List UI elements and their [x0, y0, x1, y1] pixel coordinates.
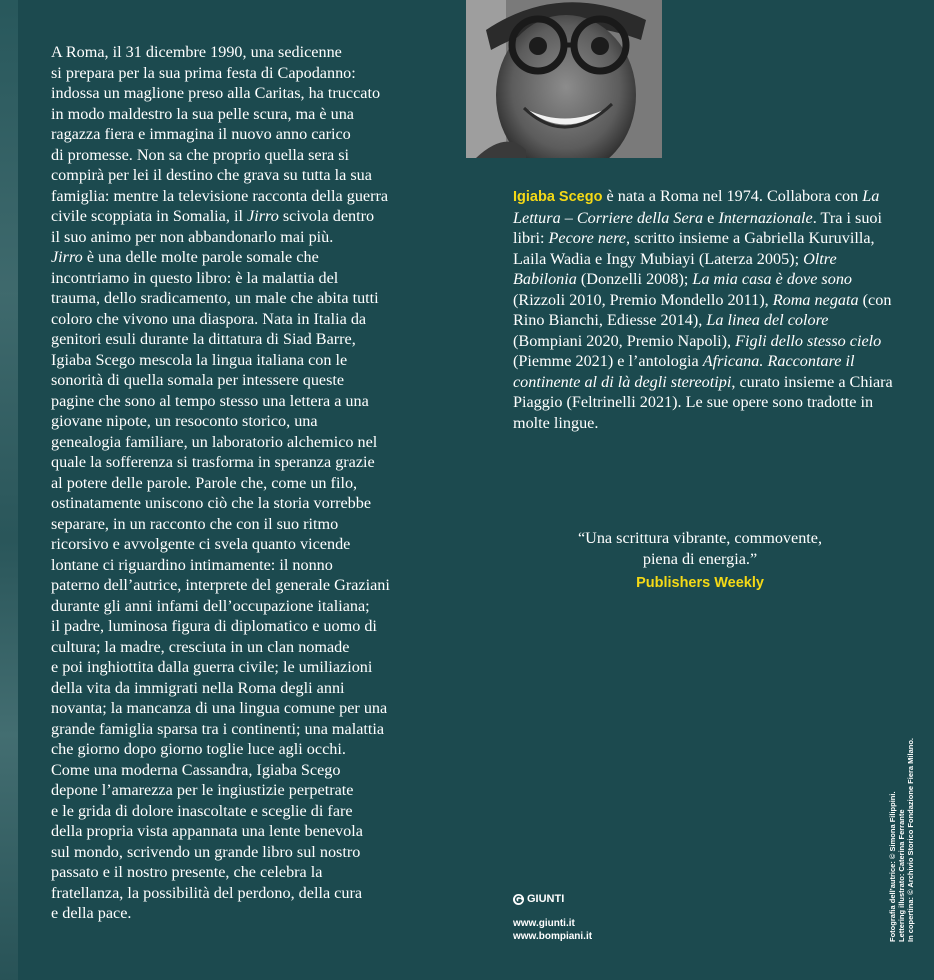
bio-segment: (Rizzoli 2010, Premio Mondello 2011), [513, 290, 773, 309]
bio-segment: , scritto insieme a Gabriella Kuruvilla, Laila Wadia e Ingy Mubiayi (Laterza 2005); [513, 229, 875, 268]
author-name: Igiaba Scego [513, 189, 603, 205]
synopsis-line: Come una moderna Cassandra, Igiaba Scego [51, 760, 341, 779]
synopsis-line: ricorsivo e avvolgente ci svela quanto vicende [51, 535, 351, 553]
synopsis-line: separare, in un racconto che con il suo ritmo [51, 514, 339, 533]
bio-segment: Africana. Raccontare il continente al di là degli stereotipi [513, 352, 855, 391]
synopsis-line: il padre, luminosa figura di diplomatico e uomo di [51, 617, 377, 635]
bio-segment: Roma negata [772, 290, 859, 309]
bio-segment: Figli dello stesso cielo [735, 331, 882, 350]
synopsis-text [51, 42, 431, 924]
synopsis-line: incontriamo in questo libro: è la malattia del [51, 268, 339, 287]
synopsis-line: civile scoppiata in Somalia, il Jirro scivola dentro [51, 207, 375, 225]
bio-segment: , curato insieme a Chiara Piaggio (Feltrinelli 2021). Le sue opere sono tradotte in molte lingue. [513, 372, 893, 432]
synopsis-line: giovane nipote, un resoconto storico, una [51, 412, 318, 430]
synopsis-line: che giorno dopo giorno toglie luce agli occhi. [51, 740, 346, 758]
synopsis-line: ragazza fiera e immagina il nuovo anno carico [51, 125, 351, 143]
synopsis-line: ostinatamente uniscono ciò che la storia vorrebbe [51, 494, 372, 512]
synopsis-line: lontane ci riguardino intimamente: il nonno [51, 555, 333, 574]
credit-line: Fotografia dell’autrice: © Simona Filippini. [888, 791, 897, 942]
bio-segment: La linea del colore [706, 311, 829, 329]
synopsis-line: genitori esuli durante la dittatura di Siad Barre, [51, 330, 356, 348]
bio-segment: Oltre Babilonia [513, 249, 837, 288]
giunti-mark-icon [513, 894, 524, 905]
synopsis-line: e le grida di dolore inascoltate e sceglie di fare [51, 801, 353, 820]
credit-line: Lettering illustrato: Caterina Ferrante [897, 809, 906, 942]
quote-source: Publishers Weekly [636, 575, 764, 591]
synopsis-line: e poi inghiottita dalla guerra civile; le umiliazioni [51, 658, 373, 676]
synopsis-line: sonorità di quella somala per intessere queste [51, 371, 345, 389]
synopsis-line: Jirro è una delle molte parole somale che [51, 248, 319, 266]
bio-segment: . Tra i suoi libri: [513, 208, 883, 247]
synopsis-line: della vita da immigrati nella Roma degli anni [51, 678, 345, 697]
synopsis-line: si prepara per la sua prima festa di Capodanno: [51, 63, 356, 82]
bio-segment: La Lettura – Corriere della Sera [513, 187, 880, 227]
quote-line: “Una scrittura vibrante, commovente, [577, 529, 823, 547]
synopsis-line: famiglia: mentre la televisione racconta della guerra [51, 186, 389, 205]
bio-segment: (Bompiani 2020, Premio Napoli), [513, 331, 736, 350]
synopsis-line: durante gli anni infami dell’occupazione italiana; [51, 596, 370, 615]
bio-segment: La mia casa è dove sono [692, 270, 853, 288]
publisher-block [513, 893, 592, 943]
bio-segment: (con Rino Bianchi, Ediesse 2014), [513, 290, 892, 329]
synopsis-line: trauma, dello sradicamento, un male che abita tutti [51, 289, 379, 307]
synopsis-line: A Roma, il 31 dicembre 1990, una sedicenne [51, 43, 342, 61]
synopsis-line: della propria vista appannata una lente benevola [51, 822, 363, 840]
synopsis-line: e della pace. [51, 904, 132, 922]
credit-line: In copertina: © Archivio Storico Fondazione Fiera Milano. [906, 737, 915, 942]
quote-line: piena di energia.” [642, 549, 758, 568]
bio-segment: e [703, 208, 719, 227]
synopsis-line: pagine che sono al tempo stesso una lettera a una [51, 391, 369, 410]
synopsis-line: Igiaba Scego mescola la lingua italiana con le [51, 350, 348, 369]
review-quote [513, 528, 887, 594]
synopsis-line: sul mondo, scrivendo un grande libro sul nostro [51, 842, 361, 861]
author-bio [513, 186, 893, 433]
cover-edge-strip [0, 0, 18, 980]
synopsis-line: novanta; la mancanza di una lingua comune per una [51, 699, 388, 717]
synopsis-line: indossa un maglione preso alla Caritas, ha truccato [51, 84, 381, 102]
synopsis-line: depone l’amarezza per le ingiustizie perpetrate [51, 781, 354, 799]
synopsis-line: il suo animo per non abbandonarlo mai più. [51, 227, 334, 246]
synopsis-line: paterno dell’autrice, interprete del generale Graziani [51, 576, 390, 594]
bio-segment: (Donzelli 2008); [576, 270, 693, 288]
publisher-url: www.bompiani.it [513, 931, 593, 942]
synopsis-line: grande famiglia sparsa tra i continenti; una malattia [51, 719, 385, 738]
synopsis-line: di promesse. Non sa che proprio quella sera si [51, 145, 350, 164]
bio-segment: Internazionale [718, 208, 813, 227]
author-photo [466, 0, 662, 158]
bio-segment: (Piemme 2021) e l’antologia [513, 352, 703, 370]
image-credits [888, 738, 915, 942]
synopsis-line: in modo maldestro la sua pelle scura, ma è una [51, 104, 354, 123]
publisher-url: www.giunti.it [513, 918, 575, 929]
synopsis-line: coloro che vivono una diaspora. Nata in Italia da [51, 309, 367, 328]
synopsis-line: compirà per lei il destino che grava su tutta la sua [51, 166, 372, 184]
publisher-logo-text: GIUNTI [527, 893, 565, 905]
synopsis-line: al potere delle parole. Parole che, come un filo, [51, 473, 358, 492]
bio-segment: è nata a Roma nel 1974. Collabora con [602, 187, 863, 205]
synopsis-line: quale la sofferenza si trasforma in speranza grazie [51, 453, 375, 471]
synopsis-line: passato e il nostro presente, che celebra la [51, 863, 323, 881]
synopsis-line: fratellanza, la possibilità del perdono, della cura [51, 883, 363, 902]
publisher-logo [513, 893, 592, 905]
bio-segment: Pecore nere [548, 229, 626, 247]
synopsis-line: genealogia familiare, un laboratorio alchemico nel [51, 432, 378, 451]
synopsis-line: cultura; la madre, cresciuta in un clan nomade [51, 637, 350, 656]
